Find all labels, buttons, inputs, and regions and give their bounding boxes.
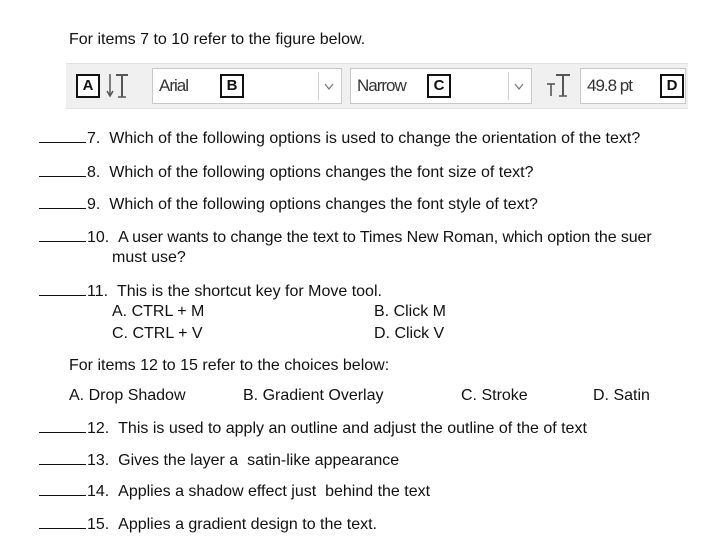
- choice-b-gradient-overlay: B. Gradient Overlay: [243, 387, 384, 404]
- choice-11-c: C. CTRL + V: [112, 325, 203, 342]
- choice-a-drop-shadow: A. Drop Shadow: [69, 387, 186, 404]
- font-size-value: 49.8 pt: [587, 76, 632, 95]
- answer-blank[interactable]: [39, 450, 86, 465]
- answer-blank[interactable]: [39, 227, 86, 242]
- question-14: 14. Applies a shadow effect just behind the text: [39, 481, 430, 502]
- font-family-dropdown[interactable]: [152, 68, 342, 104]
- text-options-toolbar: [66, 63, 688, 109]
- label-a: A: [76, 74, 100, 98]
- question-10-continued: must use?: [112, 249, 186, 266]
- question-15: 15. Applies a gradient design to the text.: [39, 514, 377, 535]
- chevron-down-icon: [513, 69, 525, 103]
- question-13: 13. Gives the layer a satin-like appearance: [39, 450, 399, 471]
- question-12: 12. This is used to apply an outline and adjust the outline of the of text: [39, 418, 587, 439]
- text-orientation-icon[interactable]: [106, 71, 132, 101]
- question-11: 11. This is the shortcut key for Move tool.: [39, 281, 382, 302]
- font-size-icon: [546, 71, 572, 101]
- question-8: 8. Which of the following options changes the font size of text?: [39, 162, 533, 183]
- font-style-value: Narrow: [357, 76, 406, 95]
- question-10: 10. A user wants to change the text to Times New Roman, which option the suer: [39, 227, 652, 248]
- label-c: C: [427, 74, 451, 98]
- answer-blank[interactable]: [39, 128, 86, 143]
- instruction-items-12-15: For items 12 to 15 refer to the choices below:: [69, 357, 390, 374]
- font-family-value: Arial: [159, 76, 189, 95]
- label-d: D: [660, 74, 684, 98]
- answer-blank[interactable]: [39, 162, 86, 177]
- choice-d-satin: D. Satin: [593, 387, 650, 404]
- choice-c-stroke: C. Stroke: [461, 387, 528, 404]
- answer-blank[interactable]: [39, 481, 86, 496]
- answer-blank[interactable]: [39, 281, 86, 296]
- chevron-down-icon: [323, 69, 335, 103]
- answer-blank[interactable]: [39, 514, 86, 529]
- label-b: B: [220, 74, 244, 98]
- choice-11-b: B. Click M: [374, 303, 446, 320]
- choice-11-d: D. Click V: [374, 325, 445, 342]
- answer-blank[interactable]: [39, 194, 86, 209]
- question-9: 9. Which of the following options changes the font style of text?: [39, 194, 538, 215]
- answer-blank[interactable]: [39, 418, 86, 433]
- instruction-items-7-10: For items 7 to 10 refer to the figure below.: [69, 31, 366, 48]
- choice-11-a: A. CTRL + M: [112, 303, 205, 320]
- question-7: 7. Which of the following options is used to change the orientation of the text?: [39, 128, 640, 149]
